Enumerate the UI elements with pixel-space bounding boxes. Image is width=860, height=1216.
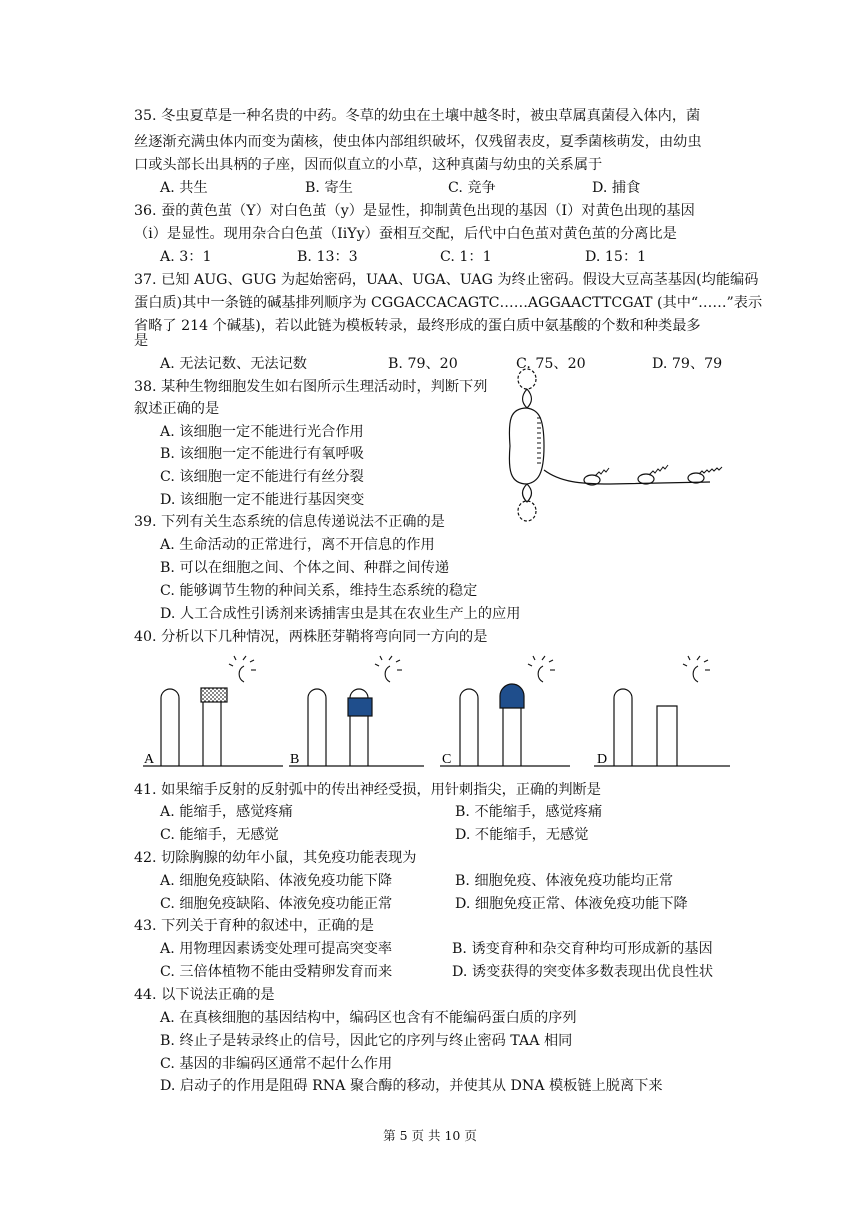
q42-option-c: C. 细胞免疫缺陷、体液免疫功能正常 bbox=[160, 896, 393, 912]
label-c: C bbox=[442, 752, 452, 767]
q36-option-d: D. 15：1 bbox=[585, 249, 647, 265]
q42-line-1: 42. 切除胸腺的幼年小鼠，其免疫功能表现为 bbox=[134, 850, 417, 866]
q35-option-d: D. 捕食 bbox=[592, 180, 641, 196]
q39-option-c: C. 能够调节生物的种间关系，维持生态系统的稳定 bbox=[160, 583, 478, 599]
panel-d bbox=[594, 656, 730, 767]
q37-option-c: C. 75、20 bbox=[516, 356, 586, 372]
q41-option-a: A. 能缩手，感觉疼痛 bbox=[160, 804, 293, 820]
q35-line-3: 口或头部长出具柄的子座，因而似直立的小草，这种真菌与幼虫的关系属于 bbox=[134, 157, 603, 173]
coleoptile-experiments-figure bbox=[140, 652, 740, 776]
q44-option-c: C. 基因的非编码区通常不起什么作用 bbox=[160, 1056, 393, 1072]
q37-option-b: B. 79、20 bbox=[388, 356, 458, 372]
q44-line-1: 44. 以下说法正确的是 bbox=[134, 987, 275, 1003]
q44-option-a: A. 在真核细胞的基因结构中，编码区也含有不能编码蛋白质的序列 bbox=[160, 1010, 577, 1026]
q43-option-c: C. 三倍体植物不能由受精卵发育而来 bbox=[160, 964, 393, 980]
q42-option-d: D. 细胞免疫正常、体液免疫功能下降 bbox=[455, 896, 688, 912]
q36-option-c: C. 1：1 bbox=[440, 249, 492, 265]
q35-option-a: A. 共生 bbox=[160, 180, 208, 196]
panel-a bbox=[143, 656, 283, 767]
q39-line-1: 39. 下列有关生态系统的信息传递说法不正确的是 bbox=[134, 514, 445, 530]
q38-option-d: D. 该细胞一定不能进行基因突变 bbox=[160, 492, 365, 508]
q38-line-1: 38. 某种生物细胞发生如右图所示生理活动时，判断下列 bbox=[134, 379, 488, 395]
q43-option-b: B. 诱变育种和杂交育种均可形成新的基因 bbox=[452, 941, 713, 957]
q39-option-b: B. 可以在细胞之间、个体之间、种群之间传递 bbox=[160, 560, 450, 576]
q41-option-b: B. 不能缩手，感觉疼痛 bbox=[455, 804, 603, 820]
q43-option-a: A. 用物理因素诱变处理可提高突变率 bbox=[160, 941, 393, 957]
q37-option-d: D. 79、79 bbox=[652, 356, 723, 372]
q37-line-2: 蛋白质)其中一条链的碱基排列顺序为 CGGACCACAGTC……AGGAACTTCGAT (其中“……”表示 bbox=[134, 295, 763, 311]
q38-option-a: A. 该细胞一定不能进行光合作用 bbox=[160, 424, 364, 440]
page-footer: 第 5 页 共 10 页 bbox=[383, 1128, 477, 1143]
q36-line-2: （i）是显性。现用杂合白色茧（IiYy）蚕相互交配，后代中白色茧对黄色茧的分离比是 bbox=[134, 226, 677, 242]
q37-line-4: 是 bbox=[134, 333, 149, 349]
q37-line-3: 省略了 214 个碱基)，若以此链为模板转录，最终形成的蛋白质中氨基酸的个数和种类最多 bbox=[134, 318, 701, 334]
label-a: A bbox=[144, 752, 155, 767]
q35-line-1: 35. 冬虫夏草是一种名贵的中药。冬草的幼虫在土壤中越冬时，被虫草属真菌侵入体内，菌 bbox=[134, 108, 701, 124]
panel-b bbox=[289, 656, 424, 767]
q40-line-1: 40. 分析以下几种情况，两株胚芽鞘将弯向同一方向的是 bbox=[134, 629, 488, 645]
q39-option-d: D. 人工合成性引诱剂来诱捕害虫是其在农业生产上的应用 bbox=[160, 606, 521, 622]
q36-option-a: A. 3：1 bbox=[160, 249, 212, 265]
q35-option-c: C. 竞争 bbox=[448, 180, 496, 196]
q41-option-c: C. 能缩手，无感觉 bbox=[160, 827, 279, 843]
q36-option-b: B. 13：3 bbox=[297, 249, 358, 265]
q43-option-d: D. 诱变获得的突变体多数表现出优良性状 bbox=[452, 964, 714, 980]
q43-line-1: 43. 下列关于育种的叙述中，正确的是 bbox=[134, 918, 374, 934]
label-d: D bbox=[597, 752, 608, 767]
q38-option-c: C. 该细胞一定不能进行有丝分裂 bbox=[160, 469, 364, 485]
q41-line-1: 41. 如果缩手反射的反射弧中的传出神经受损，用针刺指尖，正确的判断是 bbox=[134, 782, 601, 798]
q37-line-1: 37. 已知 AUG、GUG 为起始密码，UAA、UGA、UAG 为终止密码。假设大豆高茎基因(均能编码 bbox=[134, 272, 759, 288]
label-b: B bbox=[290, 752, 300, 767]
q44-option-d: D. 启动子的作用是阻碍 RNA 聚合酶的移动，并使其从 DNA 模板链上脱离下来 bbox=[160, 1078, 663, 1094]
q38-option-b: B. 该细胞一定不能进行有氧呼吸 bbox=[160, 446, 364, 462]
q41-option-d: D. 不能缩手，无感觉 bbox=[455, 827, 589, 843]
panel-c bbox=[440, 656, 570, 767]
q42-option-a: A. 细胞免疫缺陷、体液免疫功能下降 bbox=[160, 873, 393, 889]
q37-option-a: A. 无法记数、无法记数 bbox=[160, 356, 307, 372]
q35-line-2: 丝逐渐充满虫体内而变为菌核，使虫体内部组织破坏，仅残留表皮，夏季菌核萌发，由幼虫 bbox=[134, 134, 702, 150]
q44-option-b: B. 终止子是转录终止的信号，因此它的序列与终止密码 TAA 相同 bbox=[160, 1033, 573, 1049]
q35-option-b: B. 寄生 bbox=[305, 180, 353, 196]
q36-line-1: 36. 蚕的黄色茧（Y）对白色茧（y）是显性，抑制黄色出现的基因（I）对黄色出现的基因 bbox=[134, 203, 695, 219]
q38-line-2: 叙述正确的是 bbox=[134, 401, 220, 417]
q42-option-b: B. 细胞免疫、体液免疫功能均正常 bbox=[455, 873, 674, 889]
transcription-translation-diagram bbox=[500, 366, 730, 524]
q39-option-a: A. 生命活动的正常进行，离不开信息的作用 bbox=[160, 537, 435, 553]
